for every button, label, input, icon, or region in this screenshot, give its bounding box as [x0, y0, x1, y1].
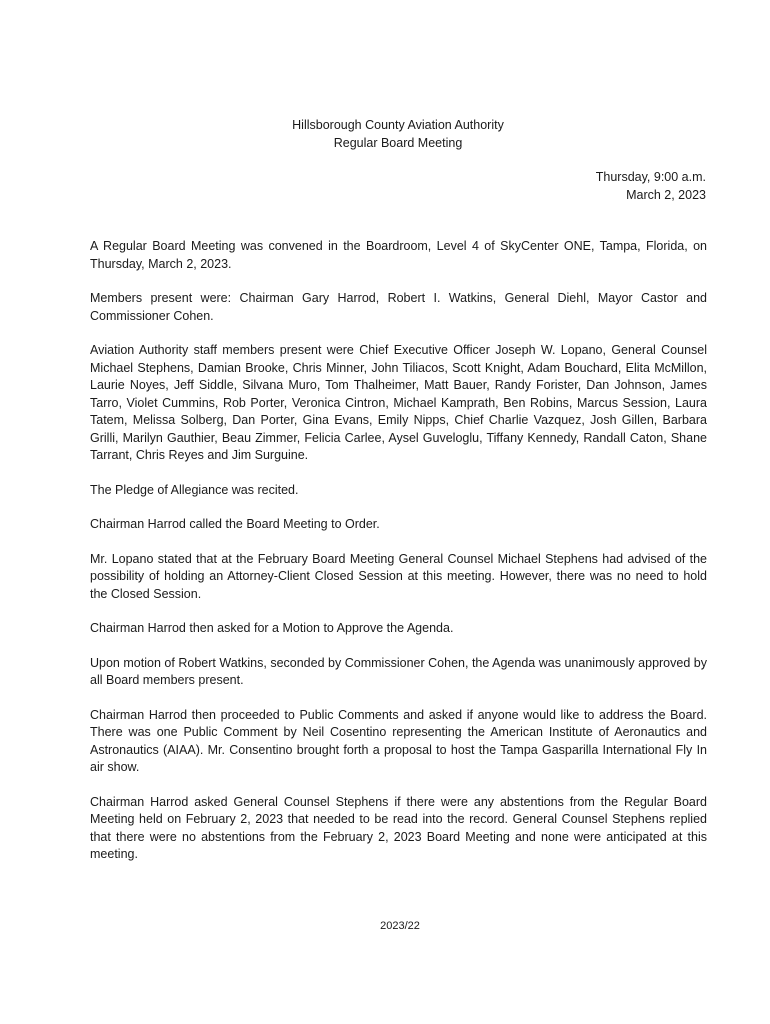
meeting-date-block [596, 169, 706, 204]
paragraph-convened: A Regular Board Meeting was convened in the Boardroom, Level 4 of SkyCenter ONE, Tampa, Florida, on Thursday, March 2, 2023. [90, 239, 707, 271]
meeting-day-time: Thursday, 9:00 a.m. [595, 170, 706, 184]
paragraph-approve-agenda: Chairman Harrod then asked for a Motion to Approve the Agenda. [90, 621, 454, 635]
meeting-type-title: Regular Board Meeting [333, 135, 463, 150]
paragraph-abstentions: Chairman Harrod asked General Counsel Stephens if there were any abstentions from the Regular Board Meeting held on February 2, 2023 that needed to be read into the record. General Counsel Stephens replied that there were no abstentions from the February 2, 2023 Board Meeting and none were anticipated at this meeting. [90, 794, 707, 861]
minutes-body [90, 238, 707, 881]
meeting-date: March 2, 2023 [626, 187, 706, 202]
organization-title: Hillsborough County Aviation Authority [292, 118, 504, 132]
paragraph-public-comments: Chairman Harrod then proceeded to Public Comments and asked if anyone would like to address the Board. There was one Public Comment by Neil Cosentino representing the American Institute of Aeronautics and Astronautics (AIAA). Mr. Consentino brought forth a proposal to host the Tampa Gasparilla International Fly In air show. [90, 707, 707, 774]
paragraph-agenda-motion: Upon motion of Robert Watkins, seconded by Commissioner Cohen, the Agenda was unanimously approved by all Board members present. [90, 655, 707, 687]
paragraph-closed-session: Mr. Lopano stated that at the February Board Meeting General Counsel Michael Stephens had advised of the possibility of holding an Attorney-Client Closed Session at this meeting. However, there was no need to hold the Closed Session. [90, 551, 707, 601]
paragraph-call-to-order: Chairman Harrod called the Board Meeting to Order. [90, 517, 380, 531]
document-header [0, 117, 770, 152]
paragraph-members-present: Members present were: Chairman Gary Harrod, Robert I. Watkins, General Diehl, Mayor Castor and Commissioner Cohen. [90, 291, 707, 323]
page-number: 2023/22 [380, 920, 420, 932]
paragraph-staff-present: Aviation Authority staff members present were Chief Executive Officer Joseph W. Lopano, General Counsel Michael Stephens, Damian Brooke, Chris Minner, John Tiliacos, Scott Knight, Adam Bouchard, Elita McMillon, Laurie Noyes, Jeff Siddle, Silvana Muro, Tom Thalheimer, Matt Bauer, Randy Forister, Dan Johnson, James Tarro, Violet Cummins, Rob Porter, Veronica Cintron, Michael Kamprath, Ben Robins, Marcus Session, Laura Tatem, Melissa Solberg, Dan Porter, Gina Evans, Emily Nipps, Chief Charlie Vazquez, Josh Gillen, Barbara Grilli, Marilyn Gauthier, Beau Zimmer, Felicia Carlee, Aysel Guveloglu, Tiffany Kennedy, Randall Caton, Shane Tarrant, Chris Reyes and Jim Surguine. [90, 343, 707, 462]
paragraph-pledge: The Pledge of Allegiance was recited. [90, 482, 299, 497]
